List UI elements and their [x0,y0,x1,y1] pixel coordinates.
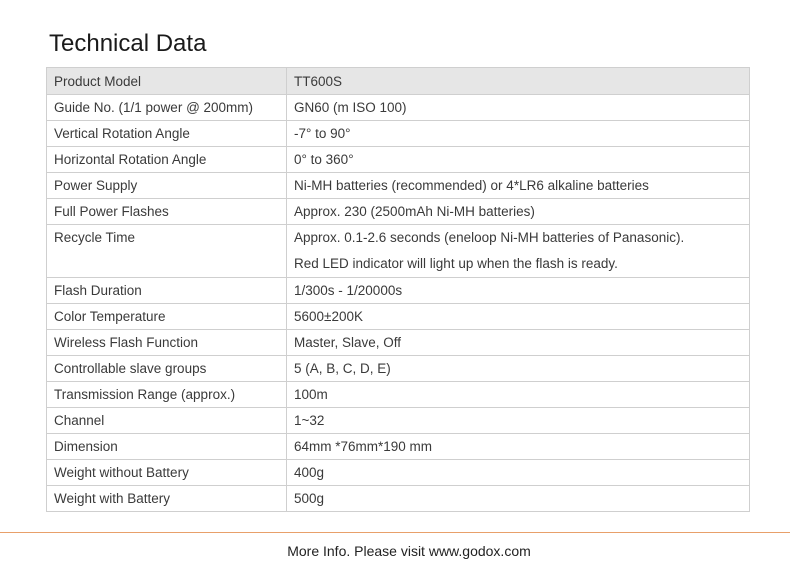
table-row [47,382,750,408]
spec-label: Product Model [47,68,287,95]
spec-value-line: Red LED indicator will light up when the flash is ready. [294,256,618,271]
footer-divider [0,532,790,533]
spec-value: Ni-MH batteries (recommended) or 4*LR6 alkaline batteries [287,173,750,199]
spec-label: Power Supply [47,173,287,199]
spec-value: 5600±200K [287,304,750,330]
spec-value: 1~32 [287,408,750,434]
spec-label: Full Power Flashes [47,199,287,225]
spec-label: Vertical Rotation Angle [47,121,287,147]
table-row [47,225,750,278]
spec-value: TT600S [287,68,750,95]
spec-label: Weight without Battery [47,460,287,486]
spec-value: GN60 (m ISO 100) [287,95,750,121]
spec-value: 5 (A, B, C, D, E) [287,356,750,382]
spec-value: 400g [287,460,750,486]
spec-label: Horizontal Rotation Angle [47,147,287,173]
table-row [47,460,750,486]
spec-value [287,225,750,278]
spec-label: Channel [47,408,287,434]
table-row [47,330,750,356]
spec-value: 64mm *76mm*190 mm [287,434,750,460]
table-row [47,408,750,434]
spec-label: Color Temperature [47,304,287,330]
table-row [47,199,750,225]
table-row [47,147,750,173]
spec-value: 1/300s - 1/20000s [287,278,750,304]
spec-label: Wireless Flash Function [47,330,287,356]
spec-value: 500g [287,486,750,512]
spec-label: Guide No. (1/1 power @ 200mm) [47,95,287,121]
spec-label: Flash Duration [47,278,287,304]
table-row [47,356,750,382]
table-row [47,434,750,460]
footer-note: More Info. Please visit www.godox.com [287,543,531,559]
table-row [47,486,750,512]
spec-label: Transmission Range (approx.) [47,382,287,408]
spec-label-text: Recycle Time [54,230,136,245]
table-row [47,304,750,330]
page-title: Technical Data [49,30,207,57]
spec-label: Controllable slave groups [47,356,287,382]
table-row [47,173,750,199]
spec-table [46,67,750,512]
spec-value: -7° to 90° [287,121,750,147]
spec-label: Dimension [47,434,287,460]
spec-value-line: Approx. 0.1-2.6 seconds (eneloop Ni-MH batteries of Panasonic). [294,230,685,245]
spec-value: Approx. 230 (2500mAh Ni-MH batteries) [287,199,750,225]
table-row [47,121,750,147]
table-row [47,95,750,121]
table-row [47,278,750,304]
spec-label [47,225,287,278]
spec-value: Master, Slave, Off [287,330,750,356]
spec-label: Weight with Battery [47,486,287,512]
table-header-row [47,68,750,95]
spec-value: 100m [287,382,750,408]
spec-value: 0° to 360° [287,147,750,173]
